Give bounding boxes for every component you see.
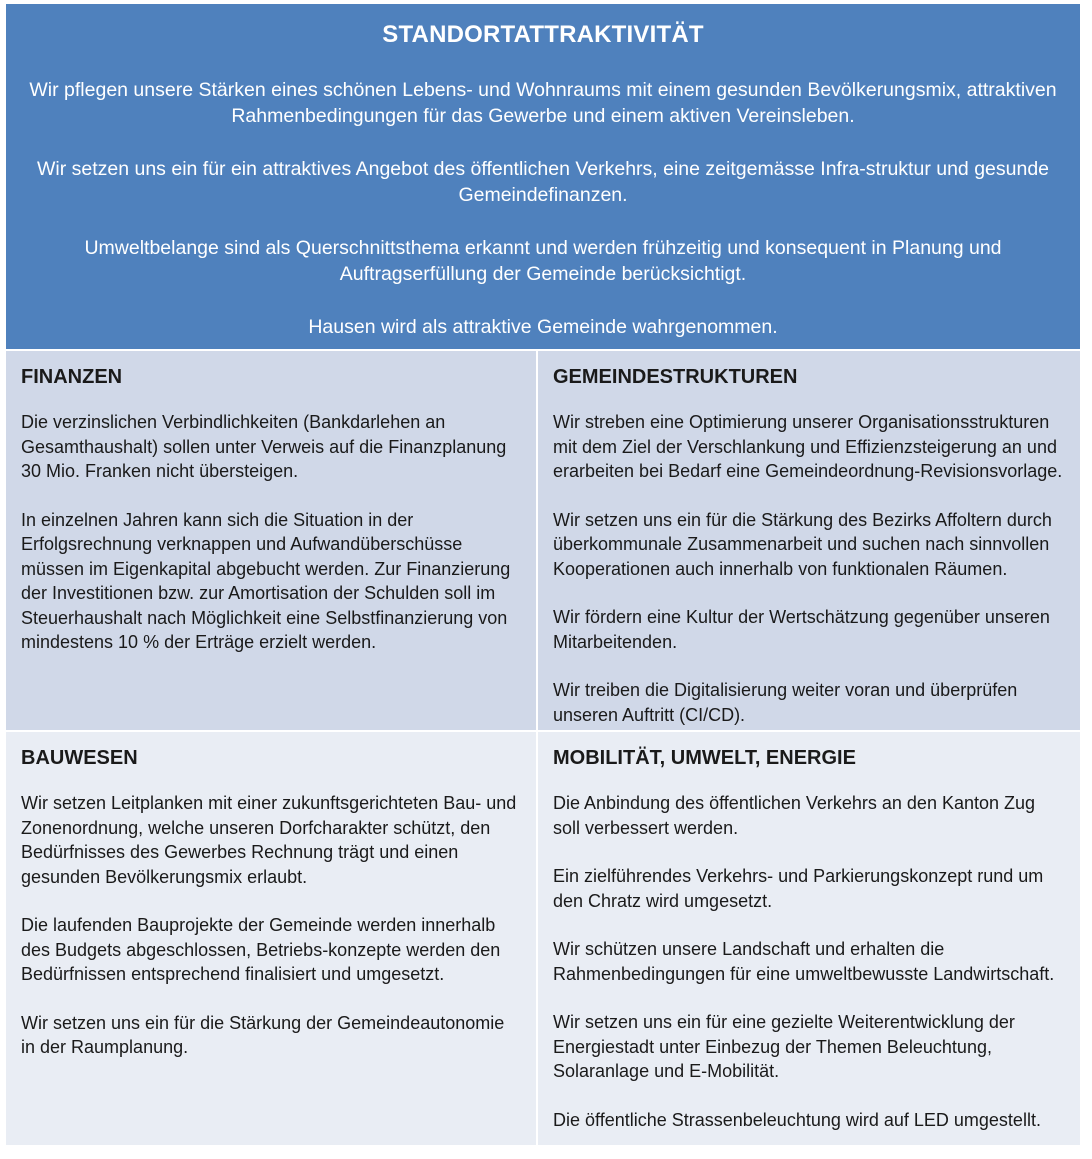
section-paragraph: Wir fördern eine Kultur der Wertschätzung gegenüber unseren Mitarbeitenden. [553, 607, 1050, 652]
header-box [6, 4, 1080, 349]
section-mobilitaet-umwelt-energie [538, 732, 1080, 1145]
document-page [6, 4, 1080, 1145]
section-paragraph: In einzelnen Jahren kann sich die Situation in der Erfolgsrechnung verknappen und Aufwandüberschüsse müssen im Eigenkapital abgebucht werden. Zur Finanzierung der Investitionen bzw. zur Amortisation der Schulden soll im Steuerhaushalt nach Möglichkeit eine Selbstfinanzierung von mindestens 10 % der Erträge erzielt werden. [21, 509, 511, 652]
section-paragraph: Wir setzen uns ein für eine gezielte Weiterentwicklung der Energiestadt unter Einbezug der Themen Beleuchtung, Solaranlage und E-Mobilität. [553, 1012, 1015, 1081]
section-paragraph: Die öffentliche Strassenbeleuchtung wird auf LED umgestellt. [553, 1109, 1041, 1130]
section-paragraph: Die laufenden Bauprojekte der Gemeinde werden innerhalb des Budgets abgeschlossen, Betriebs-konzepte werden den Bedürfnissen entsprechend finalisiert und umgesetzt. [21, 915, 501, 984]
section-paragraph: Wir treiben die Digitalisierung weiter voran und überprüfen unseren Auftritt (CI/CD). [553, 680, 1018, 725]
section-title: BAUWESEN [21, 747, 138, 769]
section-bauwesen [6, 732, 536, 1145]
page-title: STANDORTATTRAKTIVITÄT [382, 21, 704, 48]
section-paragraph: Die Anbindung des öffentlichen Verkehrs an den Kanton Zug soll verbessert werden. [553, 793, 1036, 838]
section-title: GEMEINDESTRUKTUREN [553, 366, 798, 388]
intro-paragraph: Hausen wird als attraktive Gemeinde wahrgenommen. [308, 316, 778, 338]
intro-paragraph: Wir setzen uns ein für ein attraktives Angebot des öffentlichen Verkehrs, eine zeitgemässe Infra-struktur und gesunde Gemeindefinanzen. [36, 158, 1050, 206]
section-title: MOBILITÄT, UMWELT, ENERGIE [553, 747, 856, 769]
section-title: FINANZEN [21, 366, 123, 388]
intro-paragraph: Umweltbelange sind als Querschnittsthema erkannt und werden frühzeitig und konsequent in Planung und Auftragserfüllung der Gemeinde berücksichtigt. [84, 237, 1002, 285]
section-paragraph: Wir streben eine Optimierung unserer Organisationsstrukturen mit dem Ziel der Verschlankung und Effizienzsteigerung an und erarbeiten bei Bedarf eine Gemeindeordnung-Revisionsvorlage. [553, 412, 1063, 481]
section-paragraph: Wir setzen Leitplanken mit einer zukunftsgerichteten Bau- und Zonenordnung, welche unseren Dorfcharakter schützt, den Bedürfnisses des Gewerbes Rechnung trägt und einen gesunden Bevölkerungsmix erlaubt. [21, 793, 517, 887]
intro-paragraph: Wir pflegen unsere Stärken eines schönen Lebens- und Wohnraums mit einem gesunden Bevölkerungsmix, attraktiven Rahmenbedingungen für das Gewerbe und einem aktiven Vereinsleben. [29, 79, 1057, 127]
section-gemeindestrukturen [538, 351, 1080, 730]
section-paragraph: Wir setzen uns ein für die Stärkung des Bezirks Affoltern durch überkommunale Zusammenarbeit und suchen nach sinnvollen Kooperationen auch innerhalb von funktionalen Räumen. [553, 509, 1052, 579]
section-paragraph: Ein zielführendes Verkehrs- und Parkierungskonzept rund um den Chratz wird umgesetzt. [553, 866, 1044, 911]
section-paragraph: Wir setzen uns ein für die Stärkung der Gemeindeautonomie in der Raumplanung. [21, 1012, 505, 1057]
section-paragraph: Wir schützen unsere Landschaft und erhalten die Rahmenbedingungen für eine umweltbewusste Landwirtschaft. [553, 939, 1055, 984]
sections-grid [6, 351, 1080, 1145]
section-paragraph: Die verzinslichen Verbindlichkeiten (Bankdarlehen an Gesamthaushalt) sollen unter Verweis auf die Finanzplanung 30 Mio. Franken nicht übersteigen. [21, 412, 507, 481]
section-finanzen [6, 351, 536, 730]
